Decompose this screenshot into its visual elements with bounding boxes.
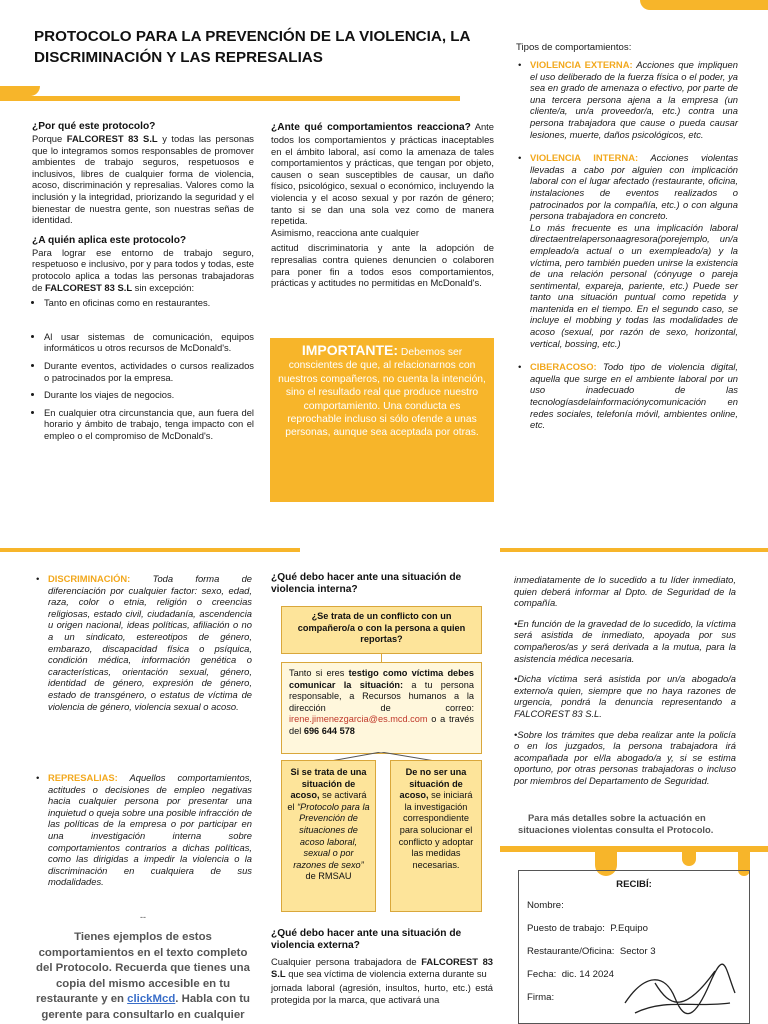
accent-bar-right-top (640, 0, 768, 10)
external-heading: ¿Qué debo hacer ante una situación de violencia externa? (271, 928, 462, 951)
bullet-icon: • (518, 59, 522, 70)
type-external (516, 59, 738, 140)
more-details: Para más detalles sobre la actuación en situaciones violentas consulta el Protocolo. (518, 812, 714, 835)
date-value[interactable]: dic. 14 2024 (561, 969, 614, 980)
step-p4: •Sobre los trámites que deba realizar ante la policía o en los juzgados, la persona trabajadora irá acompañada por el/la abogado/a y, si se estima oportuno, por otras personas trabajadoras o incluso por miembros del Departamento de Seguridad. (514, 728, 736, 786)
name-row (527, 900, 741, 912)
question-box: ¿Se trata de un conflicto con un compañero/a o con la persona a quien reportas? (281, 606, 482, 654)
section-why (32, 121, 254, 447)
retaliation-text: Aquellos comportamientos, actitudes o decisiones de empleo negativas hacia cualquier persona por presentar una inquietud o queja sobre una posible infracción de las políticas de la empresa o por participar en una investigación interna sobre comportamientos contrarios a dichas políticas, como las dirigidas a impedir la violencia o la discriminación en cualquiera de sus modalidades. (48, 772, 252, 888)
type-external-label: VIOLENCIA EXTERNA: (530, 59, 633, 70)
retaliation-label: REPRESALIAS: (48, 772, 118, 783)
signature-drawing (615, 963, 745, 1021)
external-company: FALCOREST 83 S.L (271, 956, 494, 979)
external-steps (514, 574, 736, 787)
behaviours-text2: Asimismo, reacciona ante cualquier (271, 226, 419, 238)
type-internal-label: VIOLENCIA INTERNA: (530, 152, 639, 164)
contact-email[interactable]: irene.jimenezgarcia@es.mcd.com (289, 714, 428, 725)
external-prefix: Cualquier persona trabajadora de (271, 956, 417, 967)
yes-suffix: de RMSAU (305, 871, 352, 882)
communicate-box (281, 662, 482, 754)
why-heading: ¿Por qué este protocolo? (32, 121, 156, 132)
step-p2: •En función de la gravedad de lo sucedido, la víctima será asistida de inmediato, apoyada por sus compañeros/as y será derivada a la mutua, para la asistencia médica necesaria. (514, 617, 736, 664)
examples-dashes: -- (140, 912, 146, 922)
no-text: se iniciará la investigación correspondiente para solucionar el conflicto y adoptar las medidas necesarias. (398, 790, 474, 870)
why-text-prefix: Porque (32, 133, 63, 144)
accent-bar-top (0, 96, 460, 101)
yes-bold: Si se trata de una situación de acoso, (290, 767, 367, 801)
type-cyber (516, 361, 738, 431)
important-text: Debemos ser conscientes de que, al relacionarnos con nuestros compañeros, no cuenta la intención, sino el resultado real que produce nuestro comportamiento. Una conducta es reprochable incluso si sólo ofende a unas personas, aunque sea aceptada por otras. (278, 347, 486, 439)
list-item: • Al usar sistemas de comunicación, equipos informáticos u otros recursos de McDonald's. (44, 331, 254, 354)
who-bullets (32, 297, 254, 441)
discrimination-text: Toda forma de diferenciación por cualquier factor: sexo, edad, raza, color o etnia, religión o creencias religiosas, estado civil, ciudadanía, ascendencia u origen nacional, ideas políticas, afiliación o no a un sindicato, estereotipos de género, embarazo, discapacidad física o psíquica, condición médica, información genética o características, orientación sexual, género, identidad de género, expresión de género, estado de transgénero, o estatus de víctima de violencia de género, violencia sexual o acoso. (48, 573, 253, 712)
clickmcd-link[interactable]: clickMcd (127, 993, 176, 1005)
list-item: • En cualquier otra circunstancia que, aun fuera del horario y ámbito de trabajo, tenga impacto con el empleo o el compromiso de McDonald's. (44, 407, 254, 442)
yes-text: se activará el (287, 790, 367, 812)
retaliation-block (36, 772, 252, 888)
examples-block (32, 930, 254, 1023)
list-item: • Durante los viajes de negocios. (44, 389, 254, 401)
accent-bar-right-mid (500, 548, 768, 552)
section-types (516, 42, 738, 431)
who-text-prefix: Para lograr ese entorno de trabajo seguro, respetuoso e inclusivo, por y para todos y todas, este protocolo aplica a todas las personas trabajadoras de (32, 246, 254, 293)
who-text-suffix: sin excepción: (134, 281, 195, 293)
external-text: que sea víctima de violencia externa durante su (288, 967, 487, 979)
signature-label: Firma: (527, 992, 555, 1003)
bullet-icon: • (518, 152, 522, 164)
type-internal-text2: Lo más frecuente es una implicación laboral directaentrelapersonaagresora(porejemplo, un/a empleado/a actual o un exempleado/a) y la víctima, pero también pueden unirse la existencia de una relación personal (cónyuge o pareja sentimental, expareja, pariente, etc.) Puede ser tanto una situación puntual como repetida y mantenida en el tiempo. En el segundo caso, se incluye el mobbing y todas las modalidades de acoso (sexual, por razón de sexo, horizontal, vertical, bossing, etc.) (530, 221, 738, 349)
page-title: PROTOCOLO PARA LA PREVENCIÓN DE LA VIOLENCIA, LA DISCRIMINACIÓN Y LAS REPRESALIAS (34, 28, 470, 66)
communicate-bold: testigo como víctima debes comunicar la situación: (289, 668, 474, 690)
communicate-prefix: Tanto si eres (289, 668, 345, 678)
contact-phone[interactable]: 696 644 578 (303, 725, 355, 736)
bullet-icon: • (518, 361, 522, 373)
external-text2: jornada laboral (agresión, insultos, hurto, etc.) está protegida por la marca, que activará una (271, 982, 493, 1005)
type-cyber-label: CIBERACOSO: (530, 361, 597, 373)
bullet-icon: • (36, 772, 40, 783)
type-internal-text: Acciones violentas llevadas a cabo por alguien con implicación laboral con el lugar afectado (restaurante, oficina, instalaciones de eventos realizados o patrocinados por la compañía, etc.) o con alguna persona trabajadora en concreto. (530, 152, 739, 222)
date-label: Fecha: (527, 969, 557, 980)
receipt-box (518, 870, 750, 1024)
restaurant-label: Restaurante/Oficina: (527, 946, 615, 957)
accent-bar-top-right (0, 86, 40, 96)
external-text-block (271, 956, 493, 1005)
discrimination-block (36, 573, 252, 712)
restaurant-value[interactable]: Sector 3 (619, 946, 656, 957)
list-item: • Tanto en oficinas como en restaurantes. (44, 297, 254, 309)
important-box (270, 338, 494, 502)
why-company: FALCOREST 83 S.L (66, 133, 158, 144)
job-row (527, 923, 741, 935)
discrimination-label: DISCRIMINACIÓN: (48, 573, 131, 584)
who-company: FALCOREST 83 S.L (45, 281, 133, 293)
yes-italic: “Protocolo para la Prevención de situaciones de acoso laboral, sexual o por razones de sexo” (293, 801, 370, 870)
who-heading: ¿A quién aplica este protocolo? (32, 234, 187, 246)
accent-bar-right-lower (500, 846, 768, 852)
harassment-yes-box (281, 760, 376, 912)
types-heading: Tipos de comportamientos: (516, 42, 632, 53)
why-text: y todas las personas que lo integramos somos responsables de promover ambientes de trabajo seguros, respetuosos e inclusivos, libres de cualquier forma de violencia, acoso, discriminación y represalias. Valores como la inclusión y la integridad, priorizando la seguridad y el bienestar de nuestra gente, son nuestras señas de identidad. (32, 133, 254, 226)
connector-line (381, 654, 382, 662)
internal-heading: ¿Qué debo hacer ante una situación de violencia interna? (271, 572, 462, 595)
step-p1: inmediatamente de lo sucedido a tu líder inmediato, quien deberá informar al Dpto. de Seguridad de la compañía. (514, 574, 736, 609)
accent-drip-2 (682, 846, 696, 866)
no-bold: De no ser una situación de acoso, (399, 767, 467, 801)
job-value[interactable]: P.Equipo (610, 923, 648, 934)
harassment-no-box (390, 760, 482, 912)
behaviours-text: Ante todos los comportamientos y prácticas inaceptables en el ámbito laboral, así como la amenaza de tales comportamientos y prácticas, que tengan por objeto, causen o sean susceptibles de causar, un daño físico, psicológico, sexual o económico, incluyendo la violencia y el acoso sexual y por razón de género; tanto si se dan una sola vez como de manera repetida. (271, 121, 494, 227)
step-p3: •Dicha víctima será asistida por un/a abogado/a externo/a quien, siempre que no haya razones de urgencia, pondrá la denuncia representando a FALCOREST 83 S.L. (514, 673, 736, 719)
restaurant-row (527, 946, 741, 958)
receipt-title: RECIBÍ: (616, 879, 652, 890)
job-label: Puesto de trabajo: (527, 923, 605, 934)
bullet-icon: • (36, 573, 40, 584)
important-label: IMPORTANTE: (301, 342, 399, 358)
behaviours-heading: ¿Ante qué comportamientos reacciona? (271, 122, 471, 133)
list-item: • Durante eventos, actividades o cursos realizados o patrocinados por la empresa. (44, 360, 254, 383)
communicate-or: o a través del (289, 714, 474, 736)
accent-bar-mid (0, 548, 300, 552)
name-label: Nombre: (527, 900, 564, 911)
examples-text2: . Habla con tu gerente para consultarlo en cualquier (41, 993, 250, 1021)
type-cyber-text: Todo tipo de violencia digital, aquella que surge en el ambiente laboral por un uso inadecuado de las tecnologíasdelainformaciónycomunicación en redes sociales, telefonía móvil, ambientes online, etc. (530, 361, 738, 431)
communicate-text: a tu persona responsable, a Recursos humanos a la dirección de correo: (289, 679, 474, 713)
examples-text: Tienes ejemplos de estos comportamientos en el texto completo del Protocolo. Recuerda que tienes una copia del mismo accesible en tu restaurante y en (36, 931, 250, 1005)
type-external-text: Acciones que impliquen el uso deliberado de la fuerza física o el poder, ya sea en grado de amenaza o efectivo, por parte de una tercera persona ajena a la empresa (un cliente/a, un/a proveedor/a, etc.) contra una persona trabajadora que cause o pueda causar lesiones, muerte, daños psicológicos, etc. (530, 59, 738, 140)
section-behaviours (271, 121, 494, 289)
behaviours-text3: actitud discriminatoria y ante la adopción de represalias contra quienes denuncien o colaboren para poner fin a todos esos comportamientos, prácticas y actitudes no permitidas en McDonald's. (271, 242, 494, 289)
type-internal (516, 152, 738, 349)
